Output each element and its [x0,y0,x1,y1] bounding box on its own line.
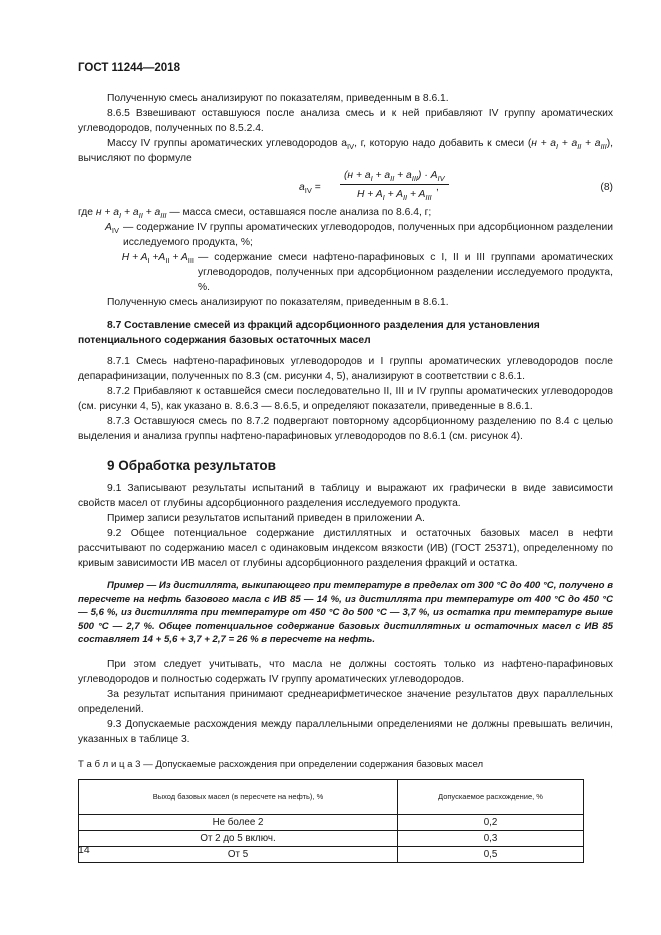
paragraph: Пример записи результатов испытаний приведен в приложении А. [107,513,425,524]
formula-number: (8) [600,182,613,193]
table-header-cell: Выход базовых масел (в пересчете на нефть), % [79,779,398,814]
formula-denominator: $H + A_I + A_{II} + A_{III}$ [356,189,432,203]
table-row [79,814,584,830]
formula-numerator: $(н + a_I + a_{II} + a_{III}) \cdot A_{IV}$ [340,168,449,185]
paragraph: 8.7.2 Прибавляют к оставшейся смеси последовательно II, III и IV группы ароматических углеводородов (см. рисунки 4, 5), как указано в. 8.6.3 — 8.6.5, и определяют показатели, приведенные в 8.6.1. [78,386,613,412]
table-row [79,846,584,862]
formula-8: $a_{IV}$ = $(н + a_I + a_{II} + a_{III}) \cdot A_{IV}$ $H + A_I + A_{II} + A_{III}$ , (8) [299,170,613,203]
table-cell: От 5 [79,846,398,862]
paragraph: 8.7.3 Оставшуюся смесь по 8.7.2 подвергают повторному адсорбционному разделению по 8.4 с целью выделения и анализа группы нафтено-парафиновых углеводородов по 8.6.1 (см. рисунок 4). [78,416,613,442]
page-content [78,91,613,863]
paragraph: 9.3 Допускаемые расхождения между параллельными определениями не должны превышать величин, указанных в таблице 3. [78,718,613,745]
table-cell: Не более 2 [79,814,398,830]
paragraph: 8.6.5 Взвешивают оставшуюся после анализа смесь и к ней прибавляют IV группу ароматических углеводородов, полученных по 8.5.2.4. [78,108,613,134]
table-cell: 0,3 [398,830,584,846]
formula-fraction [340,168,449,202]
table-header-row [79,779,584,814]
definition-h-sum: $H + A_I +A_{II} + A_{III}$ — содержание смеси нафтено-парафиновых с I, II и III группами ароматических углеводородов, полученных при адсорбционном разделении исследуемого продукта, %. [121,252,613,293]
example-note: Пример — Из дистиллята, выкипающего при температуре в пределах от 300 °С до 400 °С, получено в пересчете на нефть базового масла с ИВ 85 — 14 %, из дистиллята при температуре от 400 °С до 450 °С — 5,6 %, из дистиллята при температуре от 450 °С до 500 °С — 3,7 %, из остатка при температуре выше 500 °С — 2,7 %. Общее потенциальное содержание базовых дистиллятных и остаточных масел с ИВ 85 составляет 14 + 5,6 + 3,7 + 2,7 = 26 % в пересчете на нефть. [78,580,613,645]
paragraph: При этом следует учитывать, что масла не должны состоять только из нафтено-парафиновых углеводородов и полностью содержать IV группу ароматических углеводородов. [78,658,613,685]
definition-where: где $н + a_I + a_{II} + a_{III}$ — масса смеси, оставшаяся после анализа по 8.6.4, г; [78,207,432,221]
table-caption: Т а б л и ц а 3 — Допускаемые расхождения при определении содержания базовых масел [78,758,484,770]
table-header-cell: Допускаемое расхождение, % [398,779,584,814]
paragraph: 8.7.1 Смесь нафтено-парафиновых углеводородов и I группы ароматических углеводородов после депарафинизации, полученных по 8.3 (см. рисунки 4, 5), анализируют в соответствии с 8.6.1. [78,356,613,382]
paragraph-formula-intro: Массу IV группы ароматических углеводородов $a_{IV}$, г, которую надо добавить к смеси $(н + a_I + a_{II} + a_{III})$, вычисляют по формуле [78,138,613,164]
table-row [79,830,584,846]
page-number: 14 [78,844,90,856]
paragraph: 9.1 Записывают результаты испытаний в таблицу и выражают их графически в виде зависимости свойств масел от глубины адсорбционного разделения исследуемого продукта. [78,483,613,509]
document-id: ГОСТ 11244—2018 [78,62,180,74]
paragraph: 9.2 Общее потенциальное содержание дистиллятных и остаточных базовых масел в нефти рассчитывают по содержанию масел с одинаковым индексом вязкости (ИВ) (ГОСТ 25371), определенному по кривым зависимости ИВ масел от глубины адсорбционного разделения фракций и остатка. [78,528,613,569]
paragraph: Полученную смесь анализируют по показателям, приведенным в 8.6.1. [107,297,449,308]
section-8-7-heading: 8.7 Составление смесей из фракций адсорбционного разделения для установления потенциального содержания базовых остаточных масел [78,320,540,346]
section-9-heading: 9 Обработка результатов [107,458,276,473]
paragraph: Полученную смесь анализируют по показателям, приведенным в 8.6.1. [107,93,449,104]
table-cell: 0,2 [398,814,584,830]
table-cell: От 2 до 5 включ. [79,830,398,846]
formula-lhs: $a_{IV}$ = [299,182,321,196]
table-3 [78,779,584,863]
definition-a-iv: $A_{IV}$ — содержание IV группы ароматических углеводородов, полученных при адсорбционном разделении исследуемого продукта, %; [105,222,613,248]
table-cell: 0,5 [398,846,584,862]
paragraph: За результат испытания принимают среднеарифметическое значение результатов двух параллельных определений. [78,688,613,715]
